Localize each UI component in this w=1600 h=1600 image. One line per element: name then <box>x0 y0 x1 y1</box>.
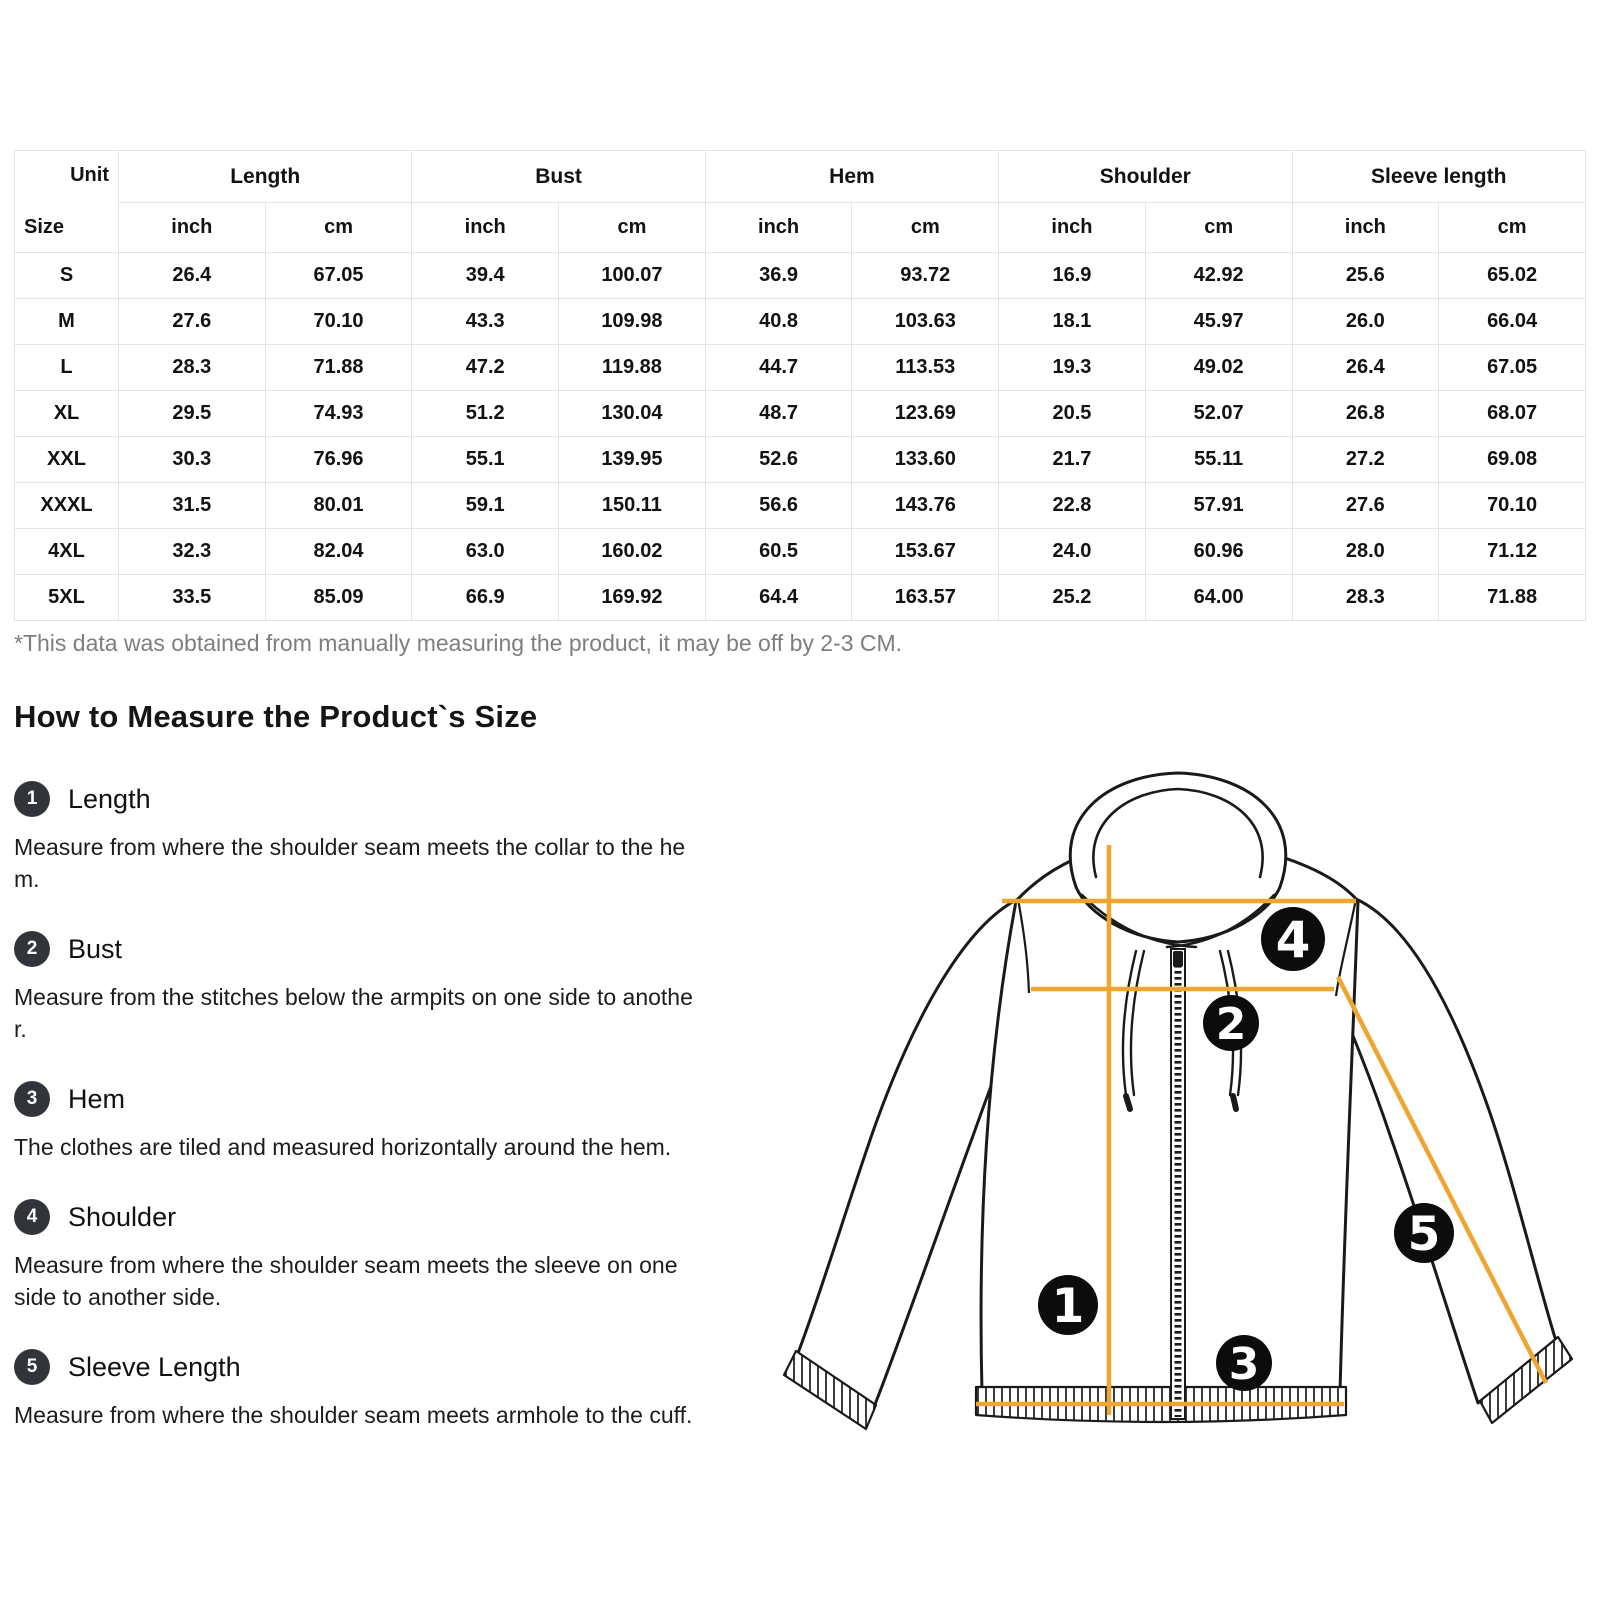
step-title: Length <box>68 783 151 814</box>
size-label-cell: M <box>15 299 119 345</box>
unit-header: cm <box>559 203 706 253</box>
measurement-value-cell: 133.60 <box>852 437 999 483</box>
column-group-length: Length <box>119 151 412 203</box>
measurement-value-cell: 29.5 <box>119 391 266 437</box>
measurement-value-cell: 19.3 <box>999 345 1146 391</box>
measure-steps-list <box>14 775 714 1467</box>
measurement-value-cell: 65.02 <box>1439 253 1586 299</box>
measurement-value-cell: 28.0 <box>1292 529 1439 575</box>
marker-4-number: 4 <box>1275 911 1311 969</box>
jacket-diagram <box>726 753 1586 1458</box>
measurement-value-cell: 64.4 <box>705 575 852 621</box>
unit-header: cm <box>265 203 412 253</box>
measurement-value-cell: 18.1 <box>999 299 1146 345</box>
column-group-sleeve-length: Sleeve length <box>1292 151 1586 203</box>
table-header-unit-row <box>15 203 1586 253</box>
measurement-value-cell: 28.3 <box>1292 575 1439 621</box>
measurement-value-cell: 100.07 <box>559 253 706 299</box>
corner-unit-label: Unit <box>70 164 109 186</box>
measurement-value-cell: 42.92 <box>1145 253 1292 299</box>
size-table-row <box>15 345 1586 391</box>
measurement-value-cell: 27.2 <box>1292 437 1439 483</box>
measurement-value-cell: 52.6 <box>705 437 852 483</box>
measurement-value-cell: 76.96 <box>265 437 412 483</box>
measurement-value-cell: 70.10 <box>1439 483 1586 529</box>
measurement-value-cell: 52.07 <box>1145 391 1292 437</box>
size-table-row <box>15 529 1586 575</box>
measurement-value-cell: 70.10 <box>265 299 412 345</box>
marker-5 <box>1394 1203 1454 1263</box>
measurement-value-cell: 51.2 <box>412 391 559 437</box>
measurement-value-cell: 33.5 <box>119 575 266 621</box>
measurement-value-cell: 103.63 <box>852 299 999 345</box>
hood <box>1070 773 1286 942</box>
measurement-value-cell: 16.9 <box>999 253 1146 299</box>
measurement-value-cell: 47.2 <box>412 345 559 391</box>
size-label-cell: XL <box>15 391 119 437</box>
unit-header: cm <box>1439 203 1586 253</box>
measurement-value-cell: 64.00 <box>1145 575 1292 621</box>
measurement-value-cell: 45.97 <box>1145 299 1292 345</box>
marker-2 <box>1203 995 1259 1051</box>
measurement-value-cell: 119.88 <box>559 345 706 391</box>
size-table-row <box>15 391 1586 437</box>
measurement-value-cell: 26.4 <box>1292 345 1439 391</box>
measurement-value-cell: 67.05 <box>1439 345 1586 391</box>
step-description: Measure from where the shoulder seam meets the collar to the hem. <box>14 834 686 892</box>
step-number-badge: 4 <box>14 1199 50 1235</box>
measurement-value-cell: 55.11 <box>1145 437 1292 483</box>
measurement-value-cell: 36.9 <box>705 253 852 299</box>
step-description: Measure from the stitches below the armpits on one side to another. <box>14 984 693 1042</box>
measurement-value-cell: 27.6 <box>119 299 266 345</box>
size-table-row <box>15 437 1586 483</box>
measurement-value-cell: 31.5 <box>119 483 266 529</box>
measurement-value-cell: 55.1 <box>412 437 559 483</box>
size-label-cell: XXL <box>15 437 119 483</box>
unit-header: cm <box>852 203 999 253</box>
size-label-cell: L <box>15 345 119 391</box>
step-number-badge: 3 <box>14 1081 50 1117</box>
column-group-shoulder: Shoulder <box>999 151 1292 203</box>
measurement-value-cell: 39.4 <box>412 253 559 299</box>
measurement-value-cell: 48.7 <box>705 391 852 437</box>
measurement-value-cell: 71.88 <box>265 345 412 391</box>
measurement-value-cell: 27.6 <box>1292 483 1439 529</box>
measurement-value-cell: 25.6 <box>1292 253 1439 299</box>
step-title: Shoulder <box>68 1201 177 1232</box>
measure-step-header <box>14 1199 714 1235</box>
size-table-row <box>15 253 1586 299</box>
measurement-value-cell: 24.0 <box>999 529 1146 575</box>
measurement-value-cell: 26.0 <box>1292 299 1439 345</box>
measurement-value-cell: 43.3 <box>412 299 559 345</box>
marker-1 <box>1038 1275 1098 1335</box>
step-description: Measure from where the shoulder seam meets armhole to the cuff. <box>14 1402 693 1428</box>
measurement-value-cell: 85.09 <box>265 575 412 621</box>
size-table-row <box>15 483 1586 529</box>
measure-step-item <box>14 1081 714 1163</box>
measurement-value-cell: 80.01 <box>265 483 412 529</box>
size-label-cell: 4XL <box>15 529 119 575</box>
measurement-value-cell: 26.4 <box>119 253 266 299</box>
column-group-hem: Hem <box>705 151 998 203</box>
step-number-badge: 1 <box>14 781 50 817</box>
size-table-row <box>15 299 1586 345</box>
unit-size-corner-cell <box>15 151 119 253</box>
marker-3 <box>1216 1335 1272 1391</box>
measurement-value-cell: 71.88 <box>1439 575 1586 621</box>
measurement-value-cell: 113.53 <box>852 345 999 391</box>
marker-2-number: 2 <box>1215 999 1247 1050</box>
step-description: Measure from where the shoulder seam meets the sleeve on one side to another side. <box>14 1252 678 1310</box>
size-label-cell: XXXL <box>15 483 119 529</box>
unit-header: inch <box>1292 203 1439 253</box>
measurement-value-cell: 163.57 <box>852 575 999 621</box>
size-table-row <box>15 575 1586 621</box>
marker-5-number: 5 <box>1407 1207 1441 1262</box>
how-to-measure-heading: How to Measure the Product`s Size <box>14 699 538 734</box>
right-sleeve <box>1336 899 1556 1403</box>
measurement-value-cell: 69.08 <box>1439 437 1586 483</box>
measurement-value-cell: 82.04 <box>265 529 412 575</box>
marker-4 <box>1261 907 1325 971</box>
unit-header: inch <box>412 203 559 253</box>
measurement-value-cell: 139.95 <box>559 437 706 483</box>
measurement-value-cell: 169.92 <box>559 575 706 621</box>
measure-step-item <box>14 1199 714 1313</box>
measurement-value-cell: 20.5 <box>999 391 1146 437</box>
measurement-value-cell: 26.8 <box>1292 391 1439 437</box>
measurement-value-cell: 109.98 <box>559 299 706 345</box>
measure-step-header <box>14 1081 714 1117</box>
measurement-value-cell: 63.0 <box>412 529 559 575</box>
measurement-value-cell: 74.93 <box>265 391 412 437</box>
measurement-value-cell: 49.02 <box>1145 345 1292 391</box>
zipper <box>1171 949 1185 1419</box>
measurement-value-cell: 60.5 <box>705 529 852 575</box>
table-header-group-row <box>15 151 1586 203</box>
size-label-cell: S <box>15 253 119 299</box>
measurement-value-cell: 40.8 <box>705 299 852 345</box>
column-group-bust: Bust <box>412 151 705 203</box>
step-number-badge: 2 <box>14 931 50 967</box>
measurement-value-cell: 160.02 <box>559 529 706 575</box>
measurement-value-cell: 21.7 <box>999 437 1146 483</box>
marker-3-number: 3 <box>1228 1339 1260 1390</box>
measure-step-header <box>14 781 714 817</box>
measure-step-item <box>14 781 714 895</box>
jacket-illustration <box>726 753 1586 1453</box>
step-title: Sleeve Length <box>68 1351 241 1382</box>
measurement-value-cell: 57.91 <box>1145 483 1292 529</box>
unit-header: cm <box>1145 203 1292 253</box>
measurement-value-cell: 143.76 <box>852 483 999 529</box>
measurement-value-cell: 130.04 <box>559 391 706 437</box>
measurement-value-cell: 93.72 <box>852 253 999 299</box>
measure-step-item <box>14 1349 714 1431</box>
measurement-value-cell: 32.3 <box>119 529 266 575</box>
measure-step-header <box>14 931 714 967</box>
measurement-value-cell: 68.07 <box>1439 391 1586 437</box>
size-label-cell: 5XL <box>15 575 119 621</box>
measure-step-item <box>14 931 714 1045</box>
size-table <box>14 150 1586 621</box>
measure-step-header <box>14 1349 714 1385</box>
measurement-value-cell: 71.12 <box>1439 529 1586 575</box>
measurement-disclaimer: *This data was obtained from manually measuring the product, it may be off by 2-3 CM. <box>14 630 903 656</box>
measurement-value-cell: 150.11 <box>559 483 706 529</box>
measurement-value-cell: 30.3 <box>119 437 266 483</box>
measurement-value-cell: 56.6 <box>705 483 852 529</box>
measurement-value-cell: 25.2 <box>999 575 1146 621</box>
step-title: Bust <box>68 933 123 964</box>
measurement-value-cell: 67.05 <box>265 253 412 299</box>
marker-1-number: 1 <box>1051 1279 1085 1334</box>
how-to-measure-section <box>14 775 1586 1467</box>
measurement-value-cell: 66.04 <box>1439 299 1586 345</box>
corner-size-label: Size <box>24 216 65 238</box>
measurement-value-cell: 153.67 <box>852 529 999 575</box>
measurement-value-cell: 123.69 <box>852 391 999 437</box>
measurement-value-cell: 66.9 <box>412 575 559 621</box>
measurement-value-cell: 28.3 <box>119 345 266 391</box>
unit-header: inch <box>119 203 266 253</box>
measurement-value-cell: 60.96 <box>1145 529 1292 575</box>
measurement-value-cell: 59.1 <box>412 483 559 529</box>
measurement-value-cell: 44.7 <box>705 345 852 391</box>
step-description: The clothes are tiled and measured horizontally around the hem. <box>14 1134 672 1160</box>
step-number-badge: 5 <box>14 1349 50 1385</box>
step-title: Hem <box>68 1083 126 1114</box>
unit-header: inch <box>999 203 1146 253</box>
unit-header: inch <box>705 203 852 253</box>
measurement-value-cell: 22.8 <box>999 483 1146 529</box>
